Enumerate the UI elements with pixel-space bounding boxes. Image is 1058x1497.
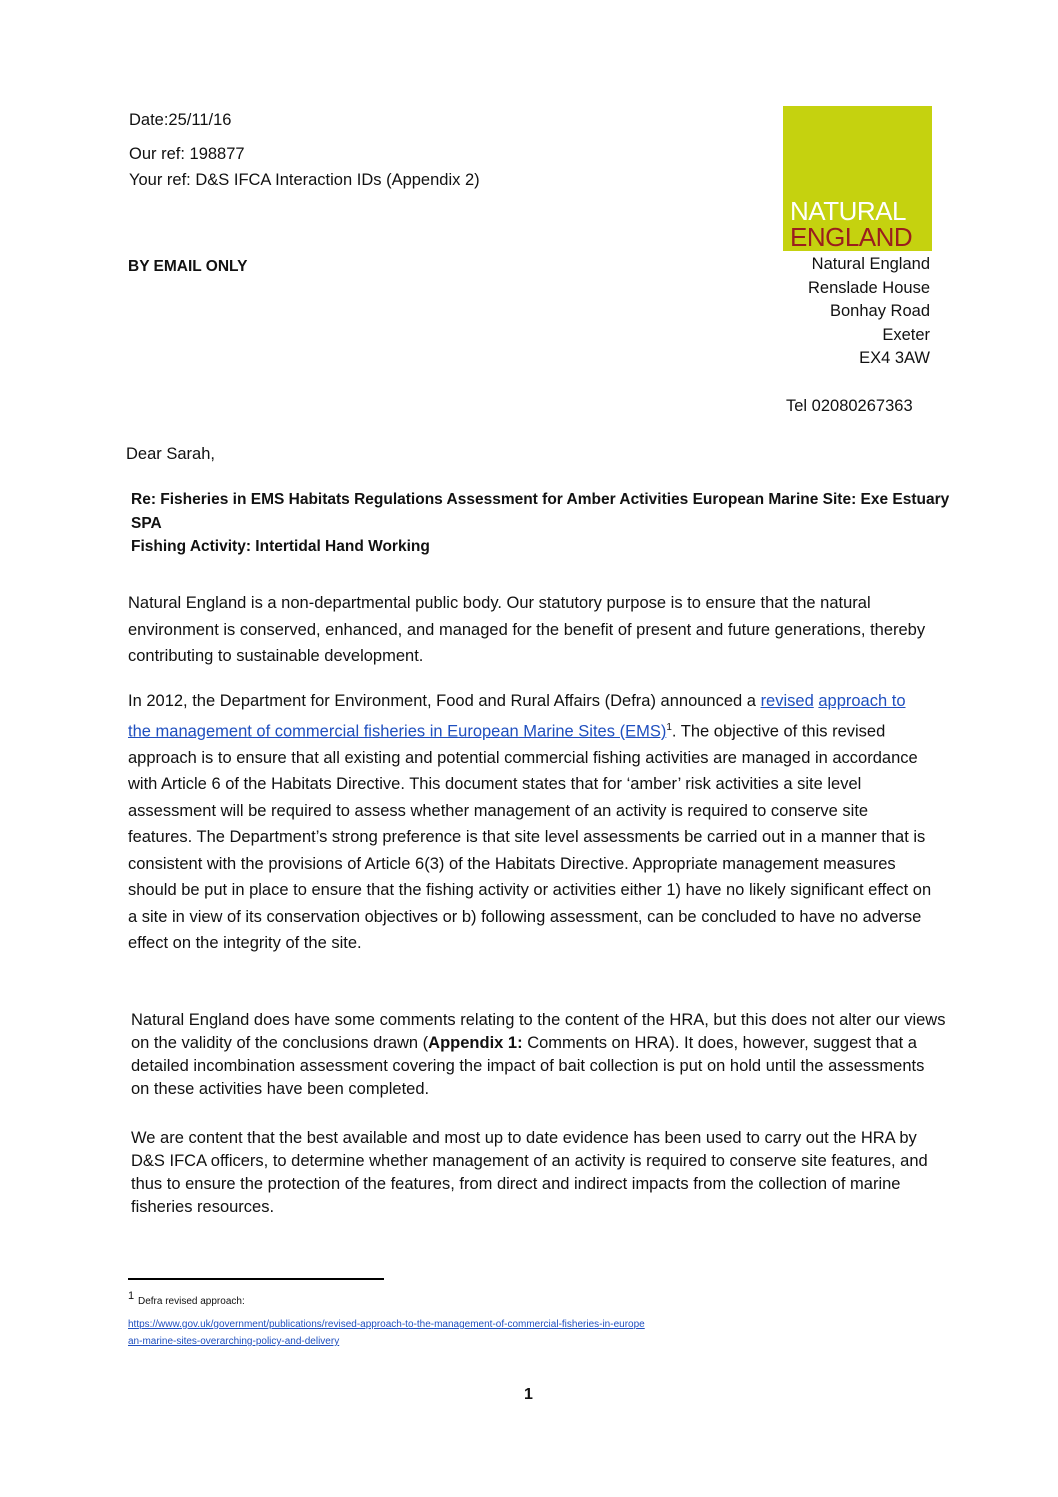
address-line: Renslade House bbox=[808, 278, 930, 297]
your-reference: Your ref: D&S IFCA Interaction IDs (Appendix 2) bbox=[129, 171, 480, 189]
our-reference: Our ref: 198877 bbox=[129, 145, 245, 163]
paragraph-defra bbox=[128, 688, 933, 957]
letter-date: Date:25/11/16 bbox=[129, 111, 232, 129]
address-line: Bonhay Road bbox=[830, 302, 930, 320]
revised-link[interactable]: revised bbox=[760, 692, 814, 710]
natural-england-logo bbox=[783, 106, 932, 251]
telephone-number: Tel 02080267363 bbox=[786, 397, 913, 415]
paragraph-evidence: We are content that the best available and most up to date evidence has been used to carry out the HRA by D&S IFCA officers, to determine whether management of an activity is required to conserve site features, and thus to ensure the protection of the features, from direct and indirect impacts from the collection of marine fisheries resources. bbox=[131, 1129, 928, 1216]
subject-heading bbox=[131, 488, 951, 559]
footnote-link-container bbox=[128, 1316, 648, 1350]
footnote-mark: 1 bbox=[128, 1290, 135, 1302]
appendix-reference: Appendix 1: bbox=[428, 1034, 523, 1052]
page-number: 1 bbox=[524, 1386, 533, 1403]
paragraph-text: In 2012, the Department for Environment, Food and Rural Affairs (Defra) announced a bbox=[128, 692, 761, 710]
paragraph-intro: Natural England is a non-departmental public body. Our statutory purpose is to ensure that the natural environment is conserved, enhanced, and managed for the benefit of present and future generations, thereby contributing to sustainable development. bbox=[128, 594, 926, 665]
logo-line-england: ENGLAND bbox=[790, 222, 913, 252]
footnote-divider bbox=[128, 1278, 384, 1280]
paragraph-comments bbox=[131, 1009, 946, 1101]
sender-address bbox=[808, 253, 930, 371]
salutation: Dear Sarah, bbox=[126, 445, 215, 463]
logo-line-natural: NATURAL bbox=[790, 196, 906, 226]
paragraph-text: Comments on HRA). It does, however, suggest that a detailed incombination assessment covering the impact of bait collection is put on hold until the assessments on these activities have been completed. bbox=[131, 1034, 925, 1098]
address-line: Natural England bbox=[811, 255, 930, 273]
address-line: EX4 3AW bbox=[859, 349, 930, 367]
subject-activity: Fishing Activity: Intertidal Hand Working bbox=[131, 538, 430, 555]
footnote-link[interactable]: https://www.gov.uk/government/publications/revised-approach-to-the-management-of-commercial-fisheries-in-european-marine-sites-overarching-policy-and-delivery bbox=[128, 1319, 645, 1347]
delivery-method: BY EMAIL ONLY bbox=[128, 258, 248, 275]
revised-approach-link[interactable]: approach to the management of commercial fisheries in European Marine Sites (EMS) bbox=[128, 692, 906, 740]
subject-line: Re: Fisheries in EMS Habitats Regulations Assessment for Amber Activities European Marine Site: Exe Estuary SPA bbox=[131, 491, 950, 532]
address-line: Exeter bbox=[882, 325, 930, 344]
footnote-reference: 1 bbox=[666, 721, 672, 733]
footnote-label: Defra revised approach: bbox=[138, 1296, 245, 1307]
paragraph-text: Natural England does have some comments relating to the content of the HRA, but this does not alter our views on the validity of the conclusions drawn ( bbox=[131, 1011, 946, 1052]
paragraph-text: . The objective of this revised approach is to ensure that all existing and potential commercial fishing activities are managed in accordance with Article 6 of the Habitats Directive. This document states that for ‘amber’ risk activities a site level assessment will be required to assess whether management of an activity is required to conserve site features. The Department’s strong preference is that site level assessments be carried out in a manner that is consistent with the provisions of Article 6(3) of the Habitats Directive. Appropriate management measures should be put in place to ensure that the fishing activity or activities either 1) have no likely significant effect on a site in view of its conservation objectives or b) following assessment, can be concluded to have no adverse effect on the integrity of the site. bbox=[128, 722, 932, 952]
